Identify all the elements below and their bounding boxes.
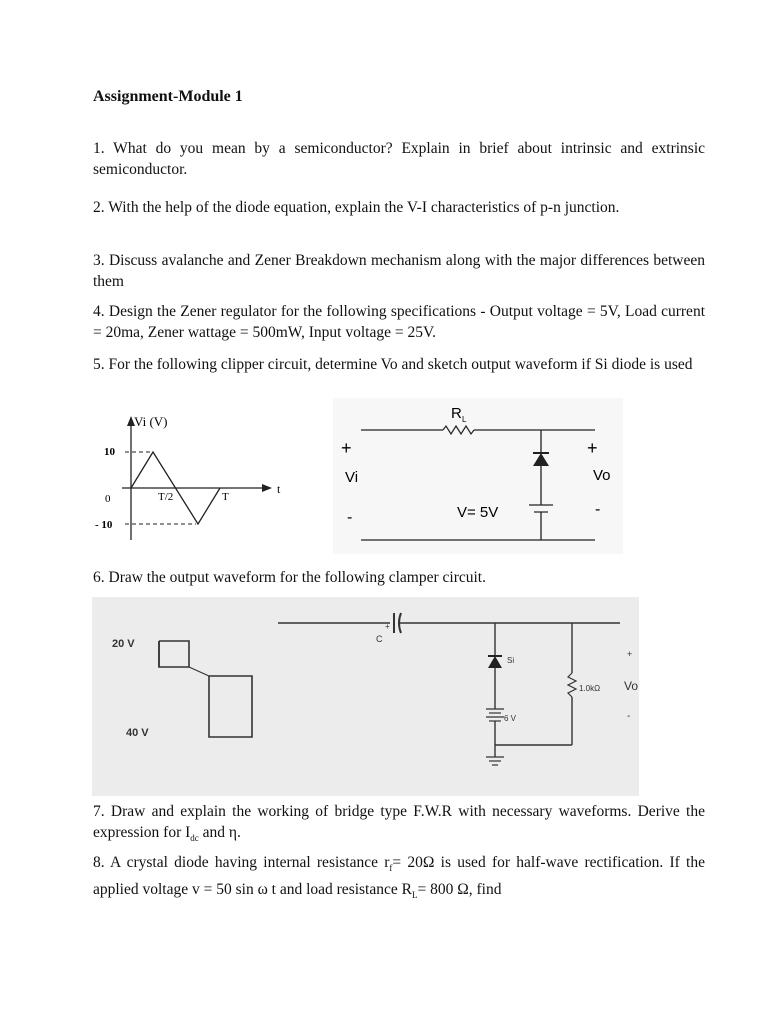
question-8-subscript-f: f bbox=[389, 863, 393, 874]
vo-plus-clamper: + bbox=[627, 649, 633, 659]
waveform-t-label: t bbox=[277, 482, 281, 496]
vo-minus: - bbox=[595, 501, 601, 518]
clipper-input-waveform bbox=[92, 410, 292, 550]
question-4: 4. Design the Zener regulator for the following specifications - Output voltage = 5V, Load current = 20ma, Zener wattage = 500mW, Input voltage = 25V. bbox=[93, 303, 705, 341]
waveform-y-bottom: - 10 bbox=[95, 519, 113, 531]
question-6: 6. Draw the output waveform for the following clamper circuit. bbox=[93, 569, 486, 586]
question-7-text-end: and η. bbox=[198, 824, 241, 841]
question-5: 5. For the following clipper circuit, determine Vo and sketch output waveform if Si diode is used bbox=[93, 356, 693, 373]
battery-6v-label: 6 V bbox=[504, 714, 517, 723]
question-2: 2. With the help of the diode equation, explain the V-I characteristics of p-n junction. bbox=[93, 199, 620, 216]
waveform-half-period: T/2 bbox=[158, 491, 174, 503]
vo-label: Vo bbox=[593, 467, 611, 484]
resistor-sub: L bbox=[462, 415, 467, 424]
clamper-circuit bbox=[92, 597, 639, 796]
vi-minus: - bbox=[347, 509, 353, 526]
question-8-text-mid: = 20Ω is used for half-wave rectification. If the applied voltage v = 50 sin ω t and load resistance R bbox=[93, 854, 705, 899]
question-8-text: 8. A crystal diode having internal resistance r bbox=[93, 854, 390, 871]
clipper-circuit bbox=[333, 398, 623, 554]
question-7-text: 7. Draw and explain the working of bridge type F.W.R with necessary waveforms. Derive the expression for I bbox=[93, 803, 705, 841]
resistor-1k-label: 1.0kΩ bbox=[579, 684, 601, 693]
vi-label: Vi bbox=[345, 469, 359, 486]
vo-minus-clamper: - bbox=[627, 711, 631, 722]
vi-plus: + bbox=[341, 438, 352, 458]
input-bottom-label: 40 V bbox=[126, 727, 149, 739]
question-8 bbox=[93, 852, 705, 906]
capacitor-plus: + bbox=[385, 622, 390, 631]
resistor-label: R bbox=[451, 405, 462, 422]
question-8-subscript-l: L bbox=[411, 890, 418, 901]
question-7-subscript: dc bbox=[190, 833, 199, 844]
capacitor-label: C bbox=[376, 634, 383, 644]
page-title: Assignment-Module 1 bbox=[93, 88, 243, 105]
battery-label: V= 5V bbox=[457, 504, 499, 521]
question-8-text-end: = 800 Ω, find bbox=[417, 881, 502, 899]
waveform-y-zero: 0 bbox=[105, 493, 111, 505]
waveform-axis-label: Vi (V) bbox=[134, 414, 168, 429]
input-top-label: 20 V bbox=[112, 638, 135, 650]
diode-label: Si bbox=[507, 656, 515, 665]
waveform-period: T bbox=[222, 491, 229, 503]
question-3: 3. Discuss avalanche and Zener Breakdown mechanism along with the major differences between them bbox=[93, 252, 705, 290]
vo-label-clamper: Vo bbox=[624, 679, 639, 693]
waveform-y-top: 10 bbox=[104, 446, 115, 458]
question-7 bbox=[93, 801, 705, 849]
vo-plus: + bbox=[587, 438, 598, 458]
question-1: 1. What do you mean by a semiconductor? Explain in brief about intrinsic and extrinsic semiconductor. bbox=[93, 140, 705, 178]
